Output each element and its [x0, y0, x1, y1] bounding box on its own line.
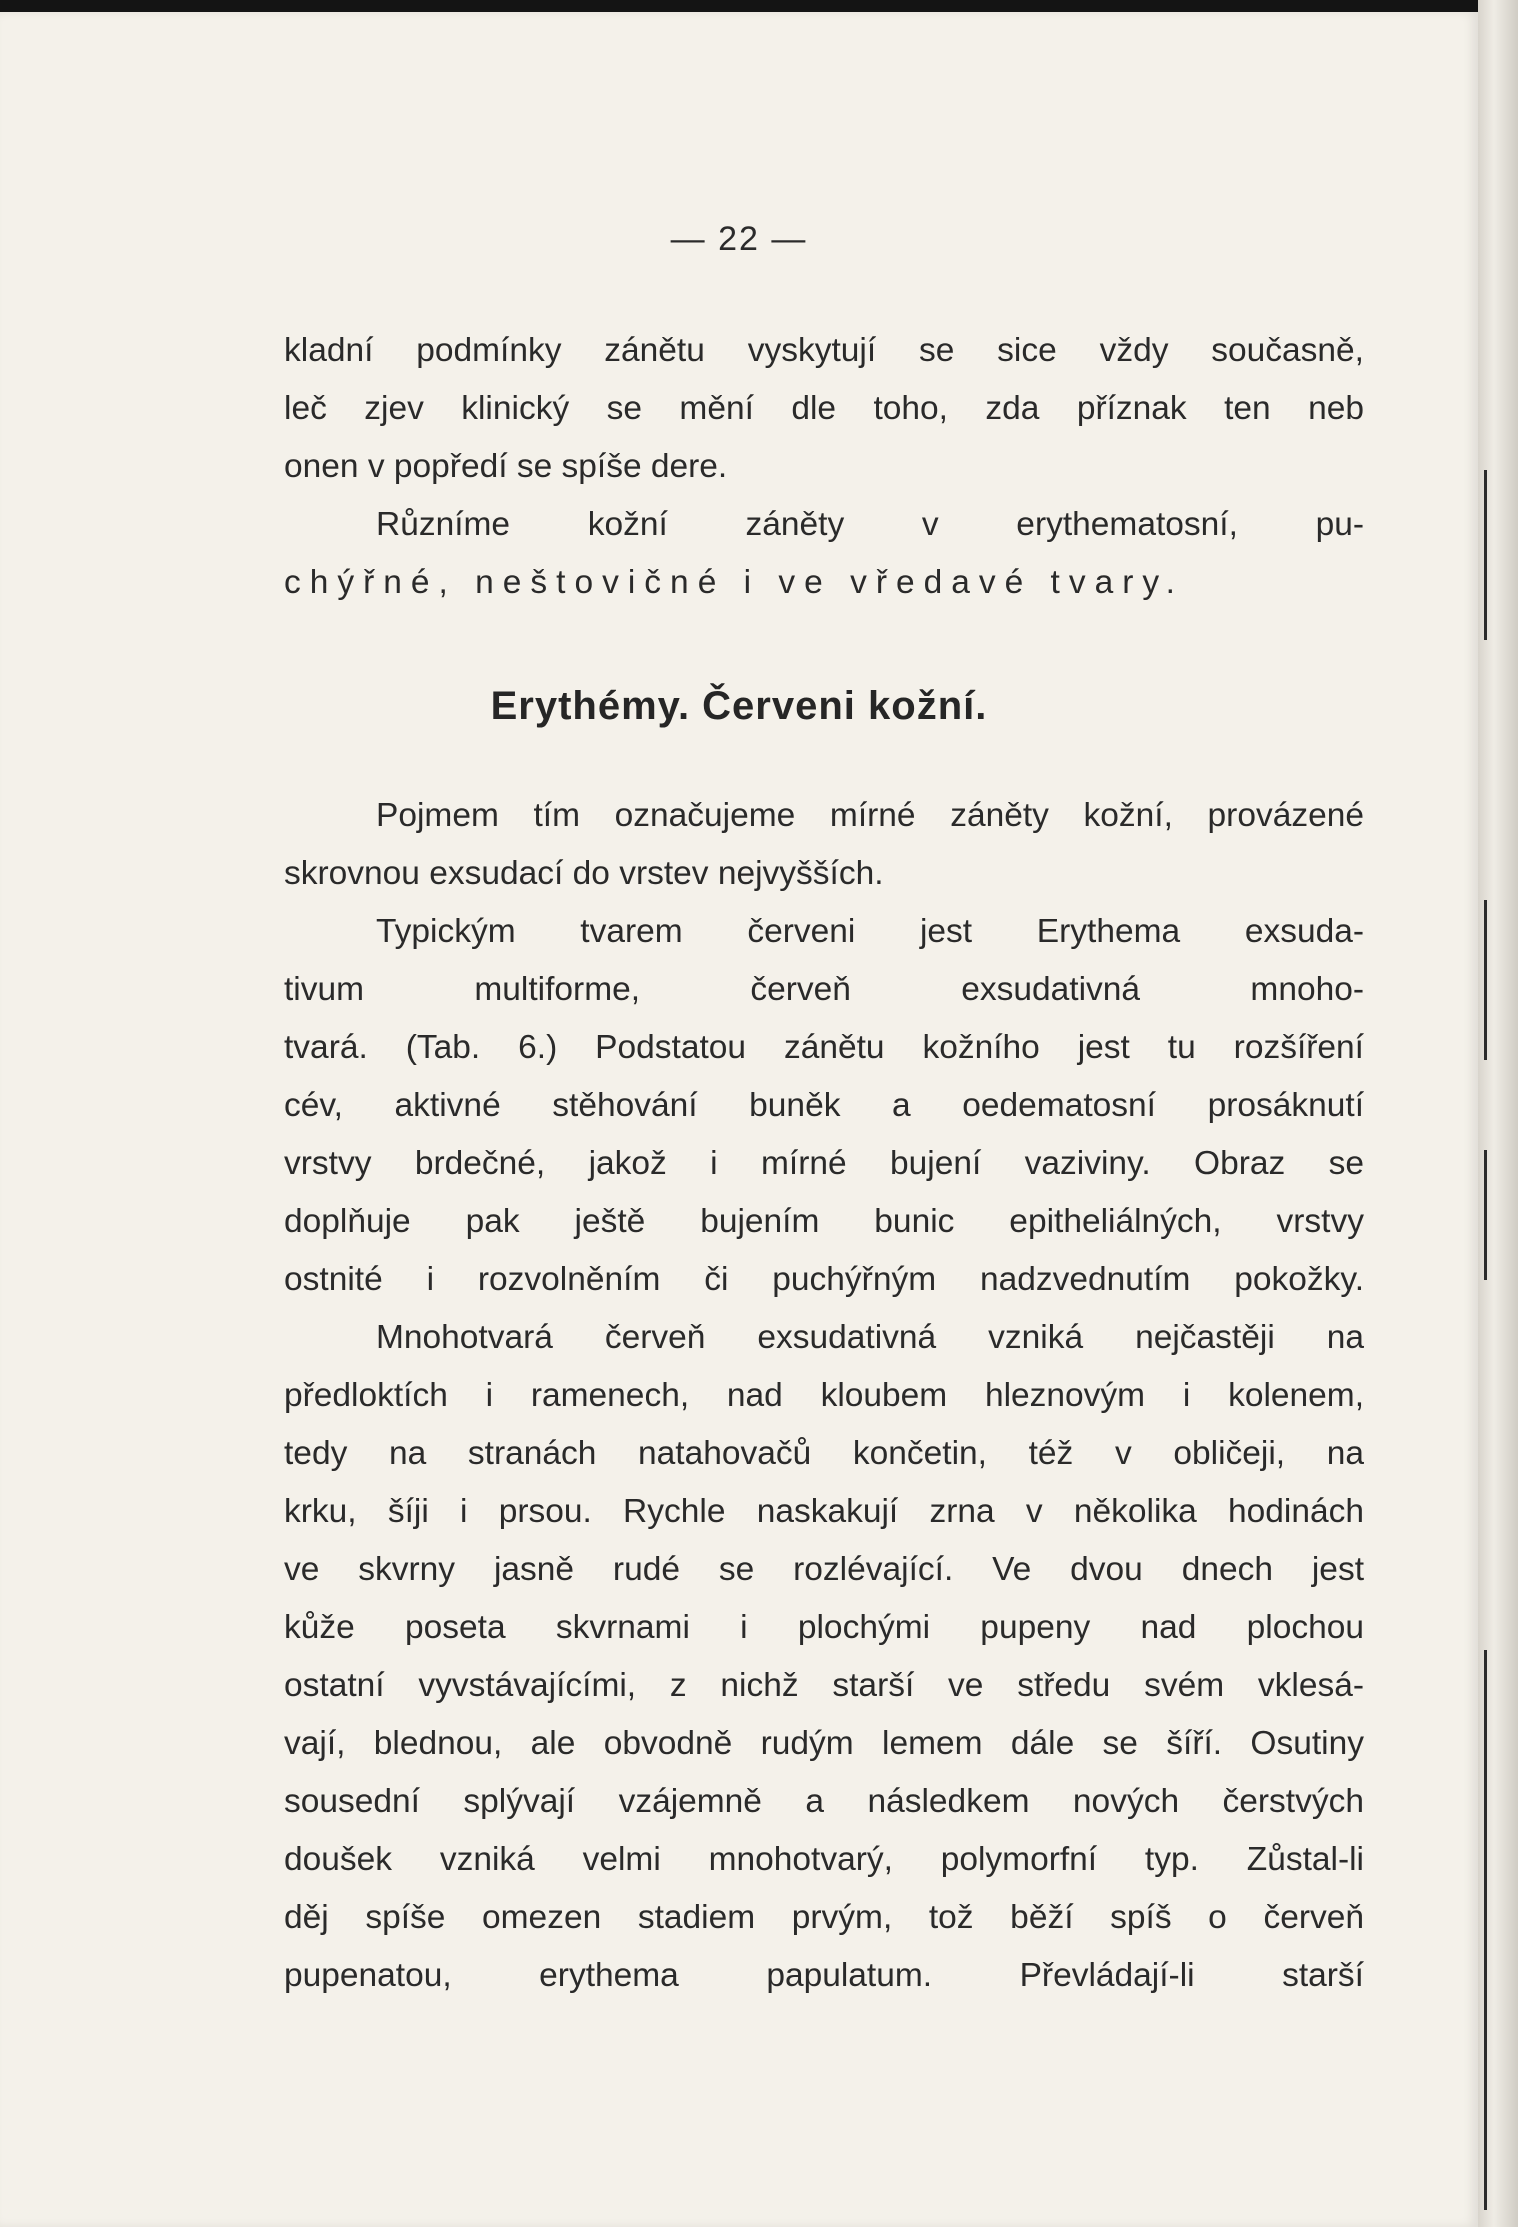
text-line: ostnité i rozvolněním či puchýřným nadzvednutím pokožky.	[284, 1261, 1364, 1298]
text-line: cév, aktivné stěhování buněk a oedematosní prosáknutí	[284, 1087, 1364, 1124]
text-line: tedy na stranách natahovačů končetin, též v obličeji, na	[284, 1435, 1364, 1472]
book-gutter	[1478, 0, 1518, 2227]
text-line: vají, blednou, ale obvodně rudým lemem dále se šíří. Osutiny	[284, 1725, 1364, 1762]
text-line: ostatní vyvstávajícími, z nichž starší ve středu svém vklesá-	[284, 1667, 1364, 1704]
text-line: Typickým tvarem červeni jest Erythema exsuda-	[376, 913, 1364, 950]
text-line: leč zjev klinický se mění dle toho, zda příznak ten neb	[284, 390, 1364, 427]
text-line: ve skvrny jasně rudé se rozlévající. Ve dvou dnech jest	[284, 1551, 1364, 1588]
text-line: skrovnou exsudací do vrstev nejvyšších.	[284, 855, 884, 892]
paragraph-5	[284, 1309, 1364, 2005]
text-line: pupenatou, erythema papulatum. Převládají-li starší	[284, 1957, 1364, 1994]
gutter-mark	[1484, 470, 1487, 640]
text-line: sousední splývají vzájemně a následkem nových čerstvých	[284, 1783, 1364, 1820]
section-heading: Erythémy. Červeni kožní.	[490, 684, 988, 728]
text-line: tivum multiforme, červeň exsudativná mnoho-	[284, 971, 1364, 1008]
text-line: Pojmem tím označujeme mírné záněty kožní, provázené	[376, 797, 1364, 834]
paragraph-1	[284, 322, 1364, 496]
page-number: — 22 —	[670, 220, 808, 258]
text-line: chýřné, neštovičné i ve vředavé tvary.	[284, 564, 1184, 601]
text-line: onen v popředí se spíše dere.	[284, 448, 728, 485]
book-page	[0, 12, 1478, 2227]
text-line: doplňuje pak ještě bujením bunic epitheliálných, vrstvy	[284, 1203, 1364, 1240]
text-line: kladní podmínky zánětu vyskytují se sice vždy současně,	[284, 332, 1364, 369]
paragraph-3	[284, 787, 1364, 903]
text-line: kůže poseta skvrnami i plochými pupeny nad plochou	[284, 1609, 1364, 1646]
text-line: předloktích i ramenech, nad kloubem hleznovým i kolenem,	[284, 1377, 1364, 1414]
text-line: krku, šíji i prsou. Rychle naskakují zrna v několika hodinách	[284, 1493, 1364, 1530]
text-line: doušek vzniká velmi mnohotvarý, polymorfní typ. Zůstal-li	[284, 1841, 1364, 1878]
gutter-mark	[1484, 1650, 1487, 2210]
text-line: tvará. (Tab. 6.) Podstatou zánětu kožního jest tu rozšíření	[284, 1029, 1364, 1066]
paragraph-2	[284, 496, 1364, 612]
text-line: Mnohotvará červeň exsudativná vzniká nejčastěji na	[376, 1319, 1364, 1356]
paragraph-4	[284, 903, 1364, 1309]
text-line: děj spíše omezen stadiem prvým, tož běží spíš o červeň	[284, 1899, 1364, 1936]
gutter-mark	[1484, 900, 1487, 1060]
text-line: Různíme kožní záněty v erythematosní, pu-	[376, 506, 1364, 543]
gutter-mark	[1484, 1150, 1487, 1280]
text-line: vrstvy brdečné, jakož i mírné bujení vaziviny. Obraz se	[284, 1145, 1364, 1182]
